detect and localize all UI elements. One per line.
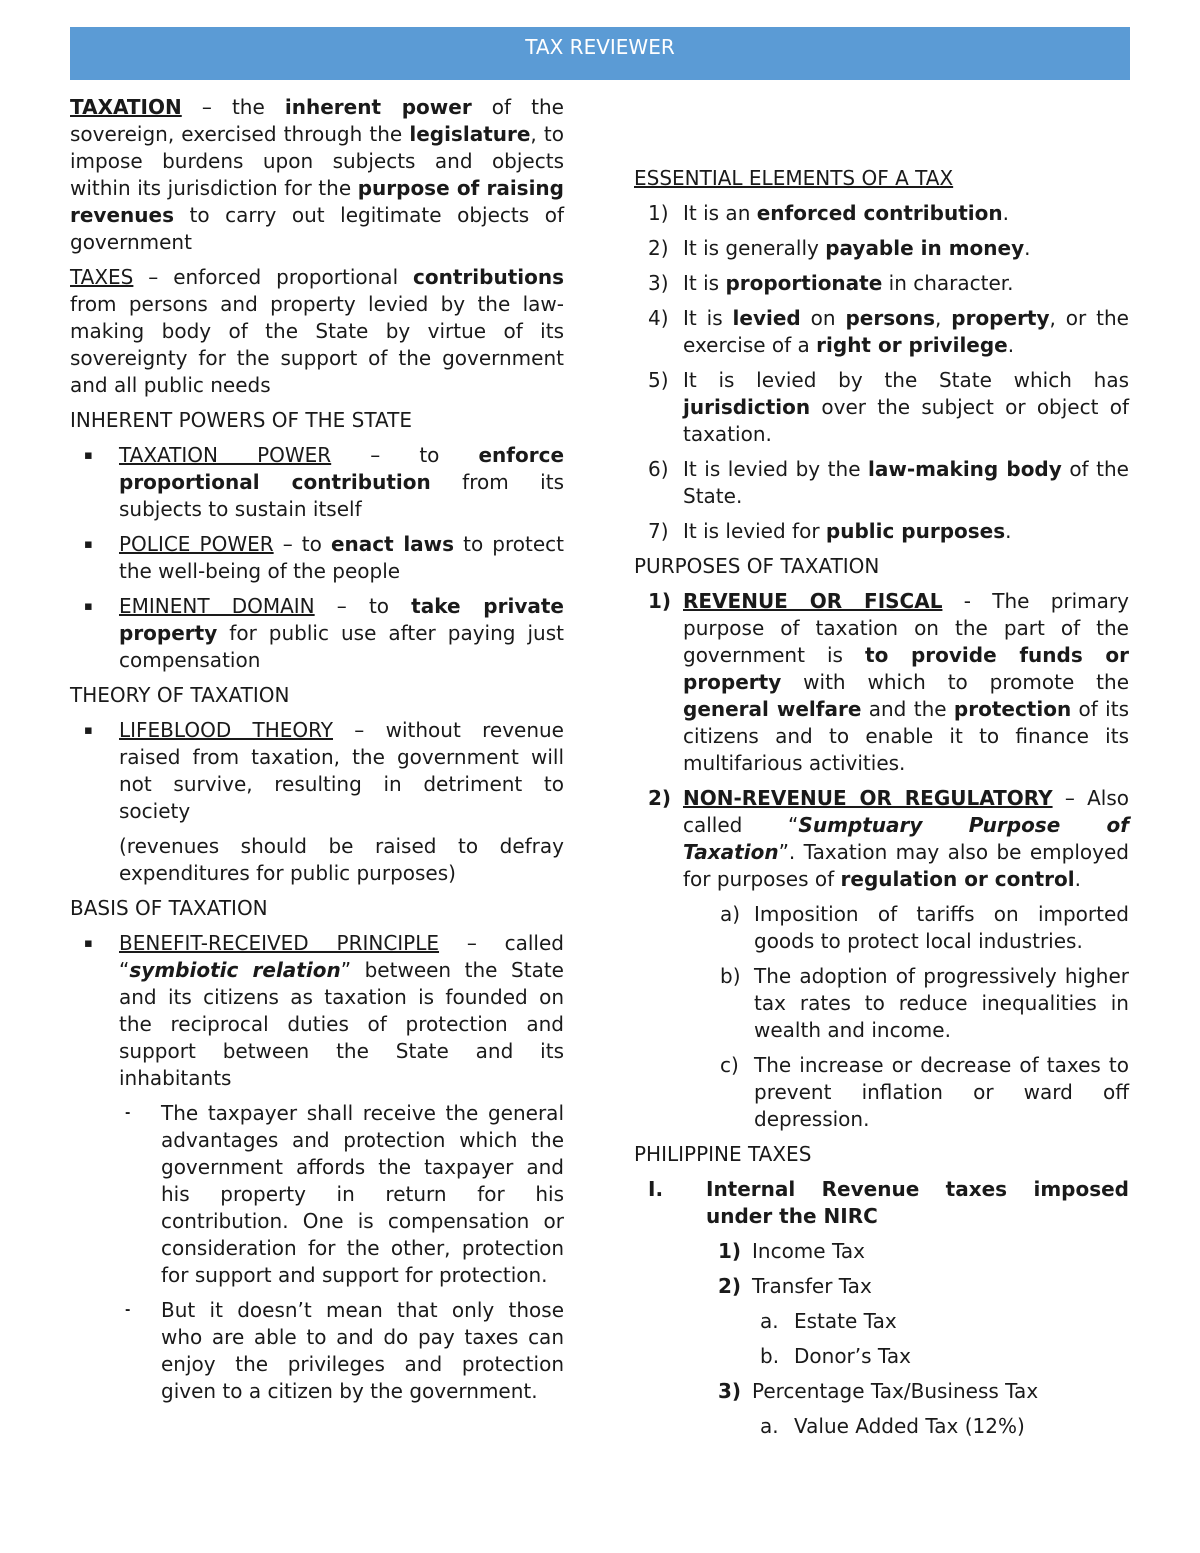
text-run: public purposes (825, 519, 1006, 543)
list-item (634, 1176, 1129, 1230)
text-run: from persons and property levied by the law-making body of the State by virtue of its sovereignty for the support of the government and all public needs (70, 292, 564, 397)
text-run: protection (953, 697, 1072, 721)
text-run: Donor’s Tax (794, 1344, 911, 1368)
text-run: It is an (683, 201, 757, 225)
text-run: in character. (882, 271, 1014, 295)
taxes-definition (70, 264, 564, 399)
text-run: enforced contribution (756, 201, 1003, 225)
text-run: It is levied by the State which has (683, 368, 1129, 392)
text-run: . (1002, 201, 1009, 225)
list-item (634, 518, 1129, 545)
text-run: legislature (409, 122, 531, 146)
text-run: BENEFIT-RECEIVED PRINCIPLE (119, 931, 440, 955)
text-run: ”. Taxation may also be employed for purposes of (683, 840, 1129, 891)
heading-basis: BASIS OF TAXATION (70, 896, 268, 920)
text-run: right or privilege (816, 333, 1008, 357)
text-run: Income Tax (752, 1239, 865, 1263)
bullet-icon: ▪ (84, 537, 93, 552)
list-item (634, 367, 1129, 448)
text-run: 3) (718, 1379, 742, 1403)
text-run: . (1074, 867, 1082, 891)
list-item (70, 717, 564, 825)
bullet-icon: ▪ (84, 936, 93, 951)
basis-sublist (119, 1100, 564, 1405)
list-item (634, 200, 1129, 227)
text-run: – called “ (119, 931, 564, 982)
text-run: EMINENT DOMAIN (119, 594, 315, 618)
text-run: 7) (648, 519, 669, 543)
heading-theory: THEORY OF TAXATION (70, 683, 290, 707)
text-run: enforce proportional contribution (119, 443, 565, 494)
text-run: It is (683, 271, 726, 295)
text-run: – to (273, 532, 331, 556)
text-run: 4) (648, 306, 669, 330)
text-run: TAXATION (70, 95, 182, 119)
list-item (634, 1308, 1129, 1335)
text-run: to provide funds or property (683, 643, 1129, 694)
list-item (634, 1273, 1129, 1300)
text-run: Internal Revenue taxes imposed under the NIRC (706, 1177, 1129, 1228)
text-run: and the (861, 697, 954, 721)
text-run: ” between the State and its citizens as taxation is founded on the reciprocal duties of protection and support between the State and its inhabitants (119, 958, 564, 1090)
text-run: regulation or control (840, 867, 1075, 891)
list-item (634, 588, 1129, 777)
text-run: c) (720, 1053, 739, 1077)
list-item (119, 1297, 564, 1405)
text-run: 3) (648, 271, 669, 295)
text-run: , (935, 306, 952, 330)
text-run: to carry out legitimate objects of government (70, 203, 564, 254)
text-run: b. (760, 1344, 780, 1368)
text-run: 5) (648, 368, 669, 392)
title-banner (70, 27, 1130, 80)
text-run: 1) (648, 201, 669, 225)
text-run: It is generally (683, 236, 826, 260)
purposes-list (634, 588, 1129, 893)
percentage-tax-list (634, 1378, 1129, 1405)
essential-elements-list (634, 200, 1129, 545)
list-item (634, 901, 1129, 955)
text-run: a. (760, 1414, 779, 1438)
text-run: b) (720, 964, 741, 988)
philippine-taxes-list (634, 1176, 1129, 1230)
text-run: on (800, 306, 846, 330)
text-run: , to impose burdens upon subjects and objects within its jurisdiction for the (70, 122, 564, 200)
text-run: I. (648, 1177, 664, 1201)
text-run: a. (760, 1309, 779, 1333)
basis-list (70, 930, 564, 1405)
text-run: of the sovereign, exercised through the (70, 95, 564, 146)
left-column (70, 94, 564, 1413)
text-run: Imposition of tariffs on imported goods to protect local industries. (754, 902, 1129, 953)
text-run: (revenues should be raised to defray expenditures for public purposes) (119, 834, 564, 885)
text-run: – to (314, 594, 412, 618)
text-run: Percentage Tax/Business Tax (752, 1379, 1039, 1403)
text-run: - The primary purpose of taxation on the part of the government is (683, 589, 1129, 667)
list-item (634, 963, 1129, 1044)
right-column (634, 165, 1129, 1448)
text-run: law-making body (868, 457, 1062, 481)
text-run: symbiotic relation (129, 958, 341, 982)
list-item (634, 785, 1129, 893)
text-run: Value Added Tax (12%) (794, 1414, 1025, 1438)
text-run: 1) (648, 589, 672, 613)
inherent-powers-list (70, 442, 564, 674)
heading-inherent-powers: INHERENT POWERS OF THE STATE (70, 408, 412, 432)
taxation-definition (70, 94, 564, 256)
dash-icon: - (125, 1303, 131, 1318)
text-run: The taxpayer shall receive the general advantages and protection which the government affords the taxpayer and his property in return for his contribution. One is compensation or consideration for the other, protection for support and support for protection. (161, 1101, 564, 1287)
list-item (119, 1100, 564, 1289)
bullet-icon: ▪ (84, 448, 93, 463)
text-run: TAXES (70, 265, 134, 289)
dash-icon: - (125, 1106, 131, 1121)
text-run: general welfare (683, 697, 862, 721)
text-run: payable in money (825, 236, 1025, 260)
text-run: . (1007, 333, 1015, 357)
text-run: enact laws (330, 532, 455, 556)
text-run: But it doesn’t mean that only those who are able to and do pay taxes can enjoy the privileges and protection given to a citizen by the government. (161, 1298, 564, 1403)
text-run: Transfer Tax (752, 1274, 872, 1298)
text-run: purpose of raising revenues (70, 176, 564, 227)
text-run: 6) (648, 457, 669, 481)
list-item (634, 235, 1129, 262)
text-run: – without revenue raised from taxation, the government will not survive, resulting in detriment to society (119, 718, 564, 823)
text-run: NON-REVENUE OR REGULATORY (683, 786, 1053, 810)
text-run: The adoption of progressively higher tax rates to reduce inequalities in wealth and income. (754, 964, 1129, 1042)
text-run: for public use after paying just compensation (119, 621, 564, 672)
text-run: inherent power (284, 95, 472, 119)
nirc-taxes-list (634, 1238, 1129, 1300)
text-run: LIFEBLOOD THEORY (119, 718, 333, 742)
text-run: jurisdiction (683, 395, 811, 419)
text-run: TAXATION POWER (119, 443, 332, 467)
bullet-icon: ▪ (84, 723, 93, 738)
theory-list (70, 717, 564, 887)
text-run: take private property (119, 594, 564, 645)
text-run: Sumptuary Purpose of Taxation (683, 813, 1130, 864)
list-item (70, 442, 564, 523)
text-run: of its citizens and to enable it to finance its multifarious activities. (683, 697, 1130, 775)
text-run: from its subjects to sustain itself (119, 470, 564, 521)
list-item-note (70, 833, 564, 887)
heading-philippine-taxes: PHILIPPINE TAXES (634, 1142, 812, 1166)
text-run: – to (331, 443, 479, 467)
text-run: levied (732, 306, 801, 330)
page-title: TAX REVIEWER (525, 35, 675, 59)
text-run: contributions (413, 265, 564, 289)
text-run: 2) (718, 1274, 742, 1298)
text-run: The increase or decrease of taxes to prevent inflation or ward off depression. (754, 1053, 1129, 1131)
vat-list (634, 1413, 1129, 1440)
text-run: with which to promote the (781, 670, 1129, 694)
text-run: It is levied by the (683, 457, 869, 481)
bullet-icon: ▪ (84, 599, 93, 614)
text-run: of the State. (683, 457, 1129, 508)
text-run: – Also called “ (683, 786, 1129, 837)
heading-essential-elements: ESSENTIAL ELEMENTS OF A TAX (634, 166, 954, 190)
text-run: , or the exercise of a (683, 306, 1129, 357)
text-run: proportionate (725, 271, 883, 295)
regulatory-examples-list (634, 901, 1129, 1133)
text-run: It is levied for (683, 519, 826, 543)
text-run: Estate Tax (794, 1309, 897, 1333)
list-item (634, 1413, 1129, 1440)
list-item (634, 305, 1129, 359)
list-item (634, 1343, 1129, 1370)
list-item (634, 270, 1129, 297)
transfer-tax-list (634, 1308, 1129, 1370)
text-run: – the (181, 95, 285, 119)
list-item (634, 1378, 1129, 1405)
text-run: 2) (648, 236, 669, 260)
list-item (70, 593, 564, 674)
text-run: REVENUE OR FISCAL (683, 589, 943, 613)
list-item (70, 930, 564, 1405)
text-run: over the subject or object of taxation. (683, 395, 1129, 446)
text-run: property (951, 306, 1050, 330)
list-item (634, 1052, 1129, 1133)
list-item (70, 531, 564, 585)
heading-purposes: PURPOSES OF TAXATION (634, 554, 880, 578)
text-run: POLICE POWER (119, 532, 274, 556)
text-run: – enforced proportional (133, 265, 414, 289)
text-run: It is (683, 306, 733, 330)
list-item (634, 456, 1129, 510)
text-run: persons (845, 306, 935, 330)
text-run: . (1024, 236, 1031, 260)
text-run: to protect the well-being of the people (119, 532, 564, 583)
list-item (634, 1238, 1129, 1265)
text-run: a) (720, 902, 741, 926)
text-run: . (1005, 519, 1012, 543)
text-run: 2) (648, 786, 672, 810)
text-run: 1) (718, 1239, 742, 1263)
